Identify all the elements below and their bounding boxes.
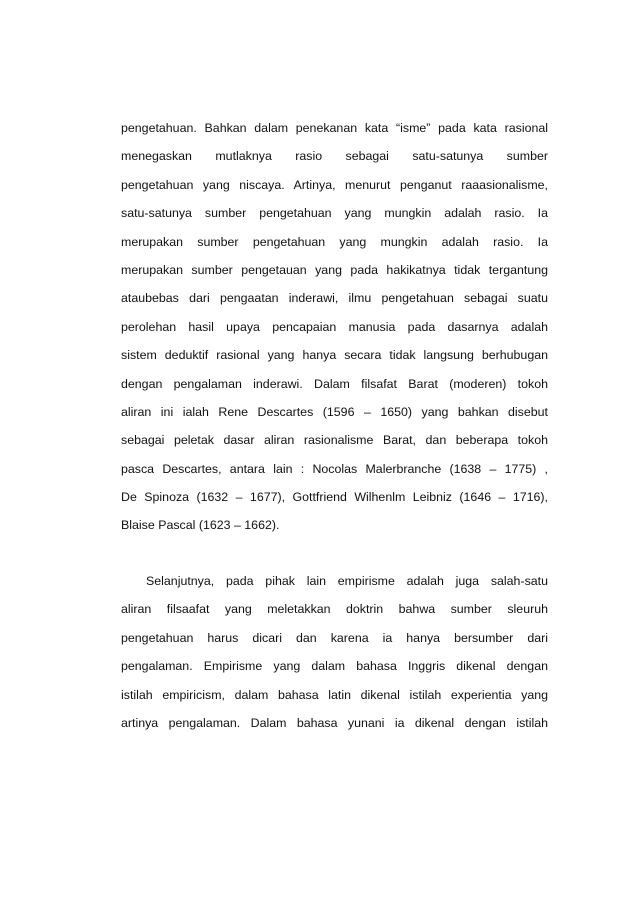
text-line: De Spinoza (1632 – 1677), Gottfriend Wilhenlm Leibniz (1646 – 1716), [121,490,548,505]
text-line: dengan pengalaman inderawi. Dalam filsafat Barat (moderen) tokoh [121,376,548,391]
text-line: pengetahuan yang niscaya. Artinya, menurut penganut raaasionalisme, [121,177,548,192]
text-line: satu-satunya sumber pengetahuan yang mungkin adalah rasio. Ia [121,206,548,221]
text-line: istilah empiricism, dalam bahasa latin dikenal istilah experientia yang [121,687,548,702]
text-line: merupakan sumber pengetahuan yang mungkin adalah rasio. Ia [121,234,548,249]
text-line: ataubebas dari pengaatan inderawi, ilmu pengetahuan sebagai suatu [121,291,548,306]
paragraph-rationalism [121,118,548,544]
text-line: pengetahuan harus dicari dan karena ia hanya bersumber dari [121,630,548,645]
text-line: pengalaman. Empirisme yang dalam bahasa Inggris dikenal dengan [121,659,548,674]
paragraph-empiricism [121,571,548,741]
text-line: sebagai peletak dasar aliran rasionalisme Barat, dan beberapa tokoh [121,433,548,448]
text-line: artinya pengalaman. Dalam bahasa yunani ia dikenal dengan istilah [121,715,548,730]
text-line: merupakan sumber pengetauan yang pada hakikatnya tidak tergantung [121,262,548,277]
text-line: menegaskan mutlaknya rasio sebagai satu-satunya sumber [121,149,548,164]
text-line: Blaise Pascal (1623 – 1662). [121,518,280,533]
text-line: sistem deduktif rasional yang hanya secara tidak langsung berhubugan [121,348,548,363]
text-line: aliran filsaafat yang meletakkan doktrin bahwa sumber sleuruh [121,602,548,617]
text-line: perolehan hasil upaya pencapaian manusia pada dasarnya adalah [121,319,548,334]
text-line: aliran ini ialah Rene Descartes (1596 – 1650) yang bahkan disebut [121,404,548,419]
text-line: Selanjutnya, pada pihak lain empirisme adalah juga salah-satu [146,574,548,588]
text-line: pengetahuan. Bahkan dalam penekanan kata “isme” pada kata rasional [121,121,548,135]
text-line: pasca Descartes, antara lain : Nocolas Malerbranche (1638 – 1775) , [121,461,548,476]
